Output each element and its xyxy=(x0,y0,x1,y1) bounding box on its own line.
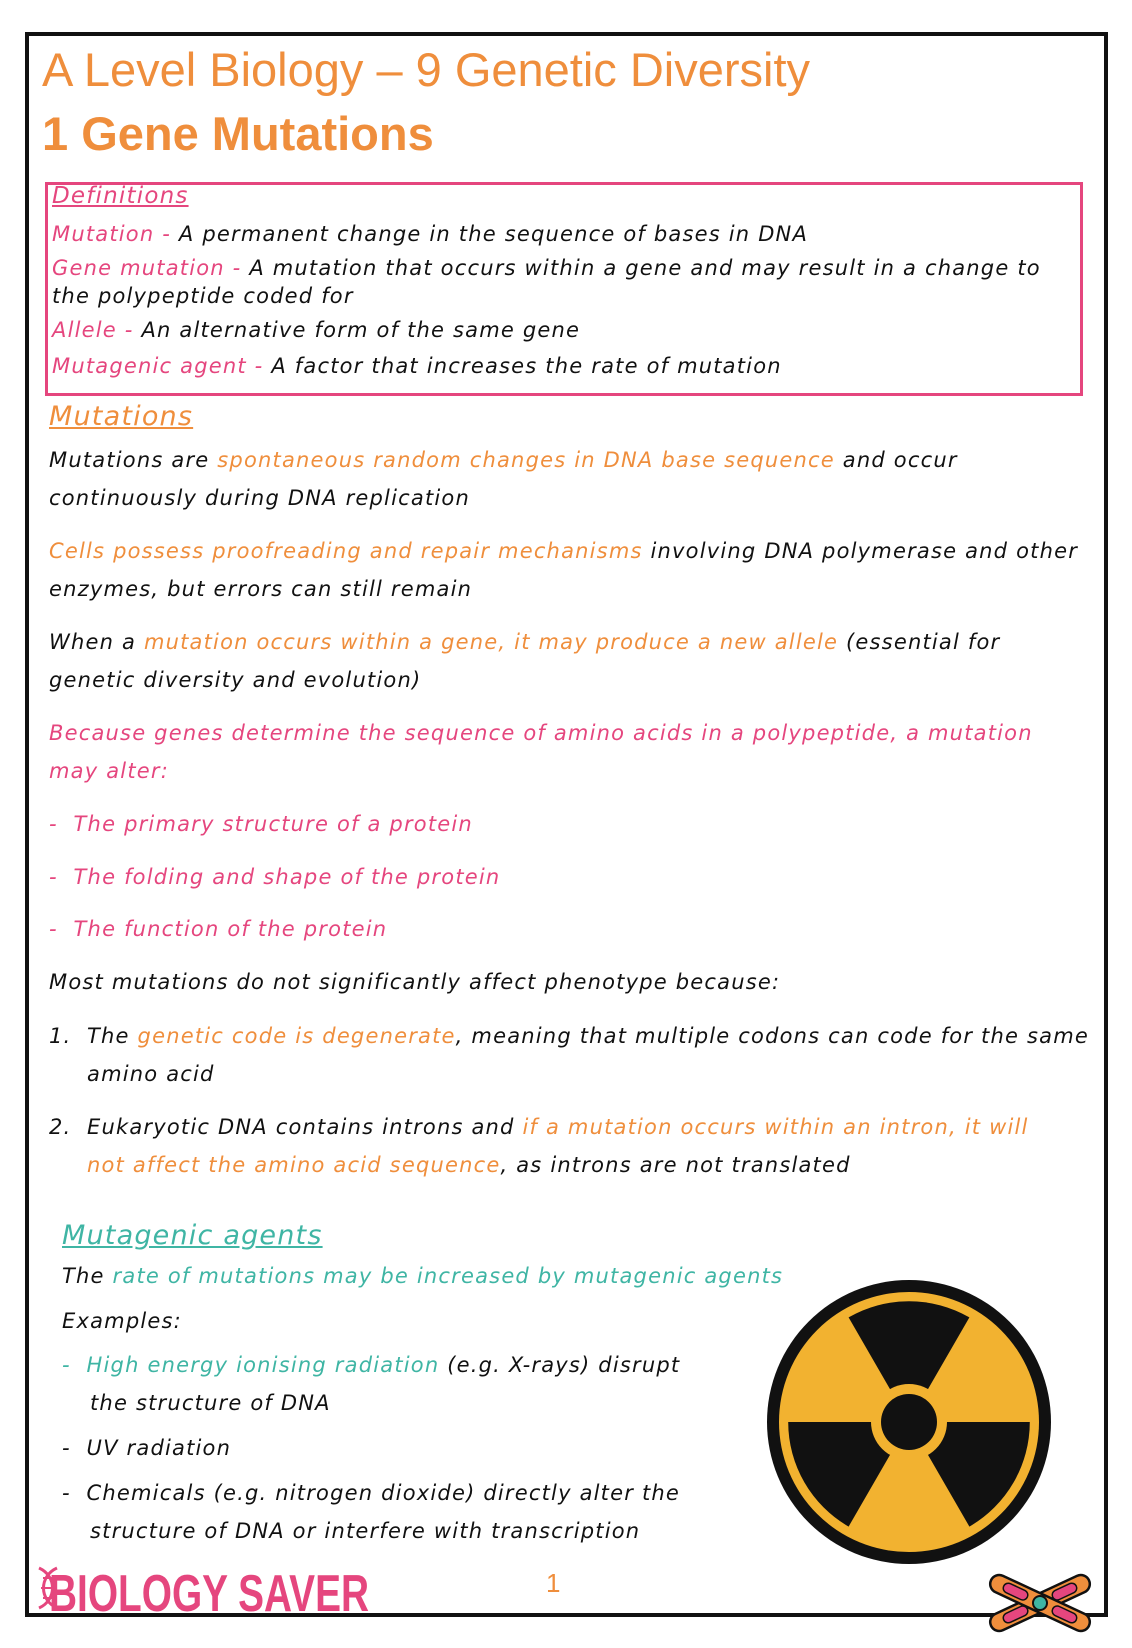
list-item: - The folding and shape of the protein xyxy=(49,865,501,889)
list-item: - Chemicals (e.g. nitrogen dioxide) directly alter the xyxy=(62,1481,681,1505)
mutations-paragraph-1: Mutations are spontaneous random changes in DNA base sequence and occur xyxy=(49,448,958,472)
mutations-paragraph-4: Because genes determine the sequence of amino acids in a polypeptide, a mutation xyxy=(49,721,1033,745)
list-item: - High energy ionising radiation (e.g. X-rays) disrupt xyxy=(62,1353,681,1377)
page-number: 1 xyxy=(546,1568,561,1598)
numbered-item-1-cont: amino acid xyxy=(87,1062,215,1086)
list-item: - The primary structure of a protein xyxy=(49,812,473,836)
list-item: - The function of the protein xyxy=(49,917,388,941)
list-item-cont: structure of DNA or interfere with transcription xyxy=(90,1519,641,1543)
numbered-item-1-number: 1. xyxy=(49,1024,72,1048)
definition-mutagenic-agent: Mutagenic agent - A factor that increases the rate of mutation xyxy=(52,354,782,378)
numbered-item-1: The genetic code is degenerate, meaning that multiple codons can code for the same xyxy=(87,1024,1089,1048)
mutations-paragraph-5: Most mutations do not significantly affect phenotype because: xyxy=(49,970,781,994)
svg-text:BIOLOGY SAVER: BIOLOGY SAVER xyxy=(49,1565,369,1623)
mutations-paragraph-2: Cells possess proofreading and repair mechanisms involving DNA polymerase and other xyxy=(49,539,1079,563)
list-item: - UV radiation xyxy=(62,1436,232,1460)
page-title: A Level Biology – 9 Genetic Diversity xyxy=(42,43,811,96)
numbered-item-2-number: 2. xyxy=(49,1115,72,1139)
radiation-hazard-icon xyxy=(764,1277,1054,1567)
mutations-paragraph-4-cont: may alter: xyxy=(49,759,169,783)
mutagenic-agents-heading: Mutagenic agents xyxy=(62,1220,323,1251)
brand-logo xyxy=(35,1558,375,1623)
mutations-heading: Mutations xyxy=(49,401,194,432)
chromosome-icon xyxy=(978,1560,1102,1646)
mutations-paragraph-3-cont: genetic diversity and evolution) xyxy=(49,668,422,692)
mutations-paragraph-1-cont: continuously during DNA replication xyxy=(49,486,470,510)
mutations-paragraph-2-cont: enzymes, but errors can still remain xyxy=(49,577,473,601)
page-subtitle: 1 Gene Mutations xyxy=(42,107,434,160)
agents-paragraph-1: The rate of mutations may be increased by mutagenic agents xyxy=(62,1264,784,1288)
examples-label: Examples: xyxy=(62,1309,182,1333)
numbered-item-2-cont: not affect the amino acid sequence, as introns are not translated xyxy=(87,1153,851,1177)
definition-allele: Allele - An alternative form of the same gene xyxy=(52,318,581,342)
mutations-paragraph-3: When a mutation occurs within a gene, it may produce a new allele (essential for xyxy=(49,630,1001,654)
definition-gene-mutation-cont: the polypeptide coded for xyxy=(52,284,354,308)
numbered-item-2: Eukaryotic DNA contains introns and if a mutation occurs within an intron, it will xyxy=(87,1115,1029,1139)
definition-mutation: Mutation - A permanent change in the sequence of bases in DNA xyxy=(52,222,809,246)
list-item-cont: the structure of DNA xyxy=(90,1391,331,1415)
definitions-heading: Definitions xyxy=(52,183,189,209)
definition-gene-mutation: Gene mutation - A mutation that occurs within a gene and may result in a change to xyxy=(52,256,1041,280)
